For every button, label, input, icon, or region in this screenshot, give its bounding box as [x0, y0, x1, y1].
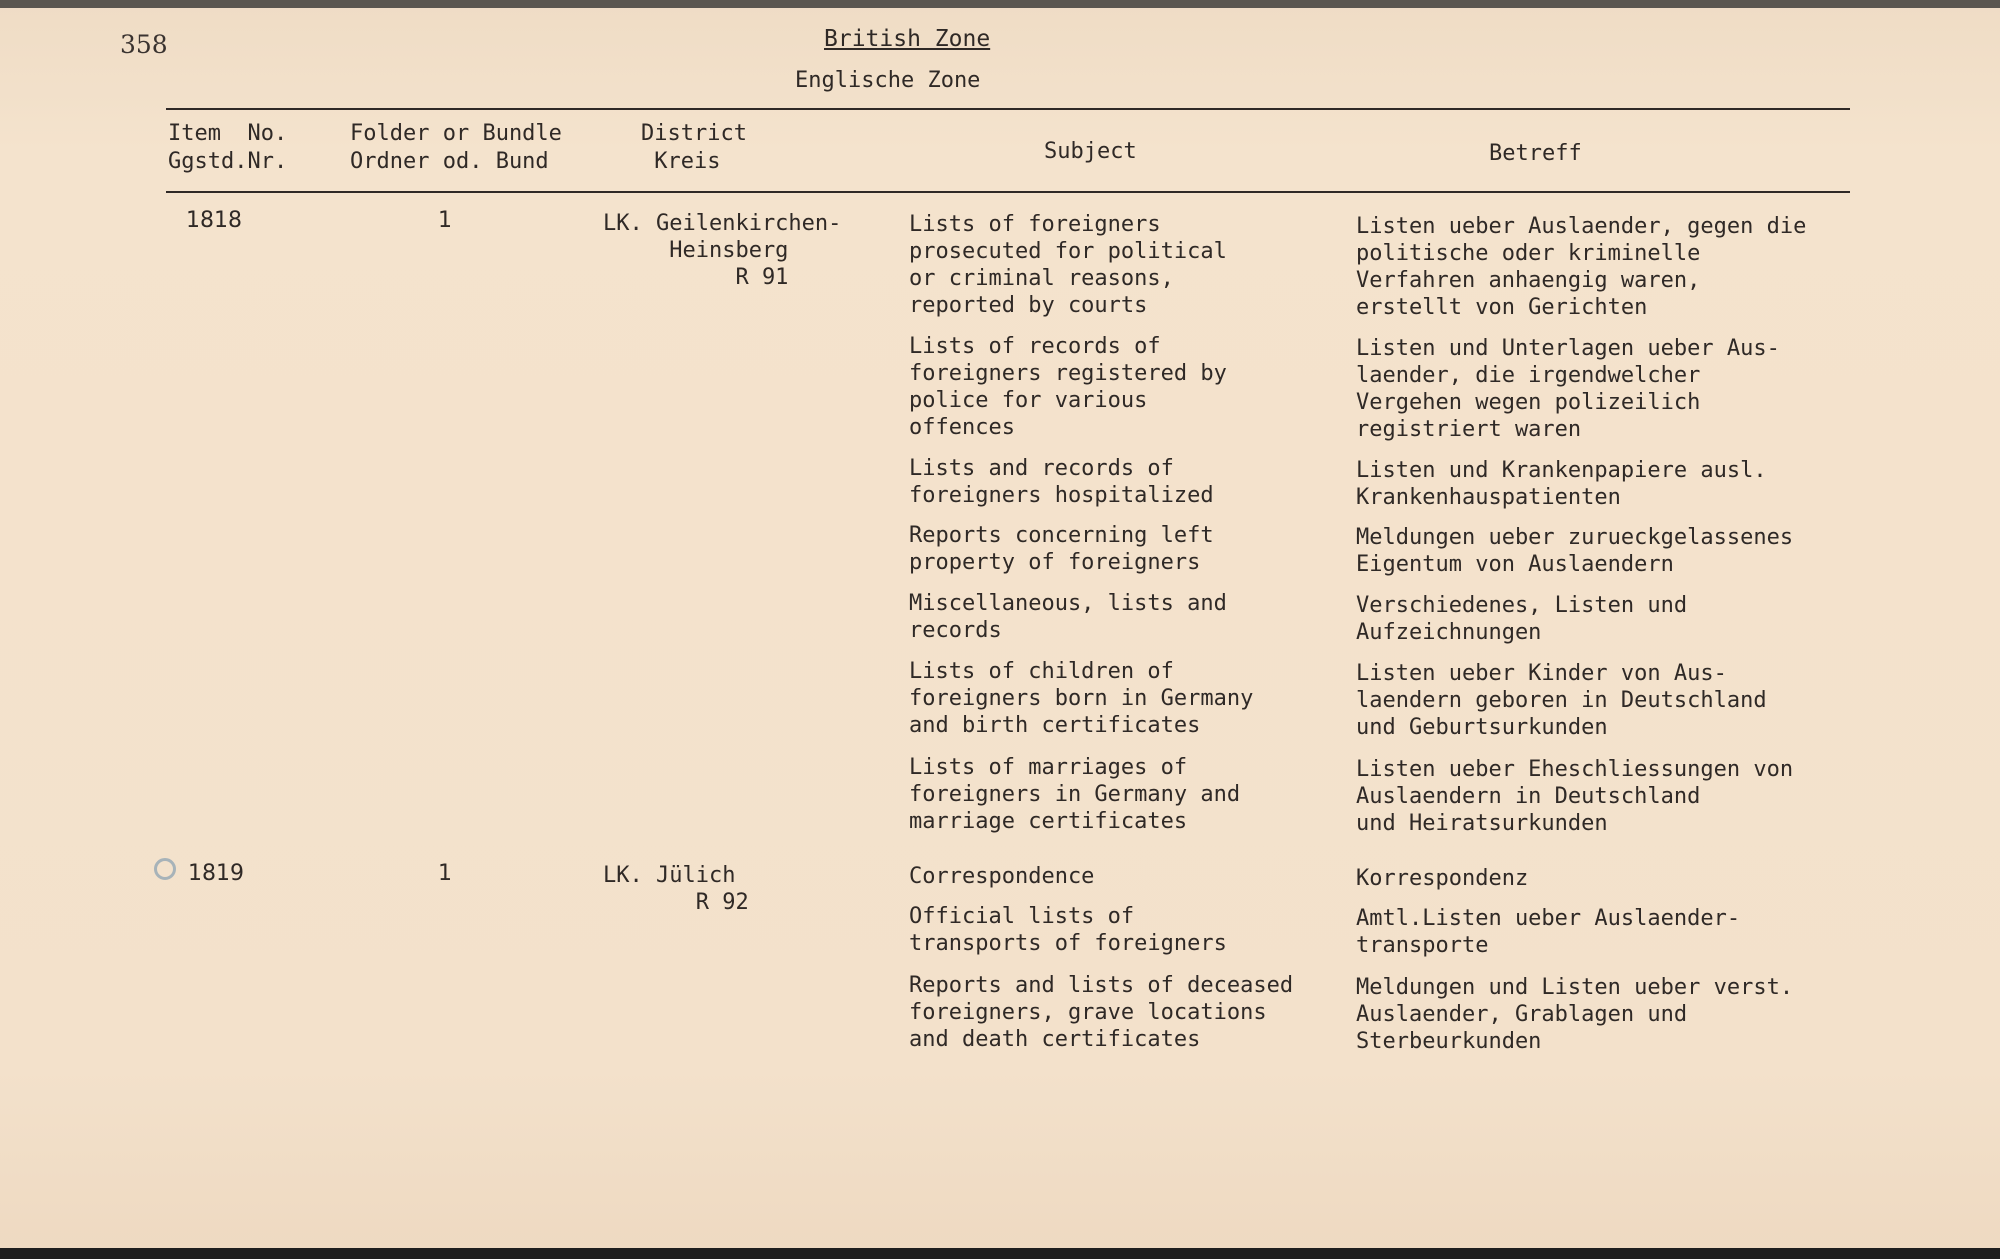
betreff-entry: Listen ueber Eheschliessungen von Auslaendern in Deutschland und Heiratsurkunden [1356, 757, 1794, 836]
betreff-entry: Listen und Krankenpapiere ausl. Krankenhauspatienten [1356, 458, 1767, 510]
column-header-folder-line1: Folder or Bundle [350, 121, 562, 146]
page-subtitle: Englische Zone [795, 68, 981, 93]
header-top-rule [166, 108, 1850, 110]
item-number: 1819 [188, 861, 244, 886]
column-header-district-line2: Kreis [654, 149, 721, 174]
betreff-entry: Amtl.Listen ueber Auslaender- transporte [1356, 906, 1741, 958]
betreff-entry: Listen und Unterlagen ueber Aus- laender, die irgendwelcher Vergehen wegen polizeilich registriert waren [1356, 336, 1780, 442]
column-header-folder-line2: Ordner od. Bund [350, 149, 549, 174]
district-name: LK. Jülich R 92 [603, 863, 749, 915]
column-header-folder [350, 120, 562, 176]
betreff-entry: Meldungen ueber zurueckgelassenes Eigentum von Auslaendern [1356, 525, 1794, 577]
column-header-item [168, 120, 287, 176]
column-header-district-line1: District [641, 121, 747, 146]
betreff-entry: Listen ueber Auslaender, gegen die politische oder kriminelle Verfahren anhaengig waren, erstellt von Gerichten [1356, 214, 1807, 320]
betreff-entry: Meldungen und Listen ueber verst. Auslaender, Grablagen und Sterbeurkunden [1356, 975, 1794, 1054]
subject-entry: Official lists of transports of foreigners [909, 904, 1227, 956]
district-name: LK. Geilenkirchen- Heinsberg R 91 [603, 211, 842, 290]
column-header-item-line1: Item No. [168, 121, 288, 146]
subject-entry: Lists of children of foreigners born in Germany and birth certificates [909, 659, 1254, 738]
subject-entry: Lists of records of foreigners registered by police for various offences [909, 334, 1227, 440]
header-bottom-rule [166, 191, 1850, 193]
subject-entry: Correspondence [909, 864, 1095, 889]
betreff-entry: Korrespondenz [1356, 866, 1529, 891]
page-top-edge [0, 0, 2000, 8]
column-header-subject: Subject [1044, 139, 1137, 164]
subject-entry: Reports concerning left property of foreigners [909, 523, 1214, 575]
page-number: 358 [120, 30, 168, 59]
column-header-betreff: Betreff [1489, 141, 1582, 166]
item-number: 1818 [186, 208, 242, 233]
folder-number: 1 [438, 861, 452, 886]
subject-entry: Reports and lists of deceased foreigners, grave locations and death certificates [909, 973, 1294, 1052]
subject-entry: Lists of marriages of foreigners in Germany and marriage certificates [909, 755, 1241, 834]
page-title: British Zone [824, 26, 991, 52]
folder-number: 1 [438, 208, 452, 233]
subject-entry: Lists and records of foreigners hospitalized [909, 456, 1214, 508]
subject-entry: Lists of foreigners prosecuted for political or criminal reasons, reported by courts [909, 212, 1227, 318]
stamp-circle-mark [154, 858, 176, 880]
betreff-entry: Listen ueber Kinder von Aus- laendern geboren in Deutschland und Geburtsurkunden [1356, 661, 1767, 740]
page-bottom-edge [0, 1248, 2000, 1259]
subject-entry: Miscellaneous, lists and records [909, 591, 1227, 643]
betreff-entry: Verschiedenes, Listen und Aufzeichnungen [1356, 593, 1688, 645]
column-header-district [641, 120, 747, 176]
column-header-item-line2: Ggstd.Nr. [168, 149, 288, 174]
